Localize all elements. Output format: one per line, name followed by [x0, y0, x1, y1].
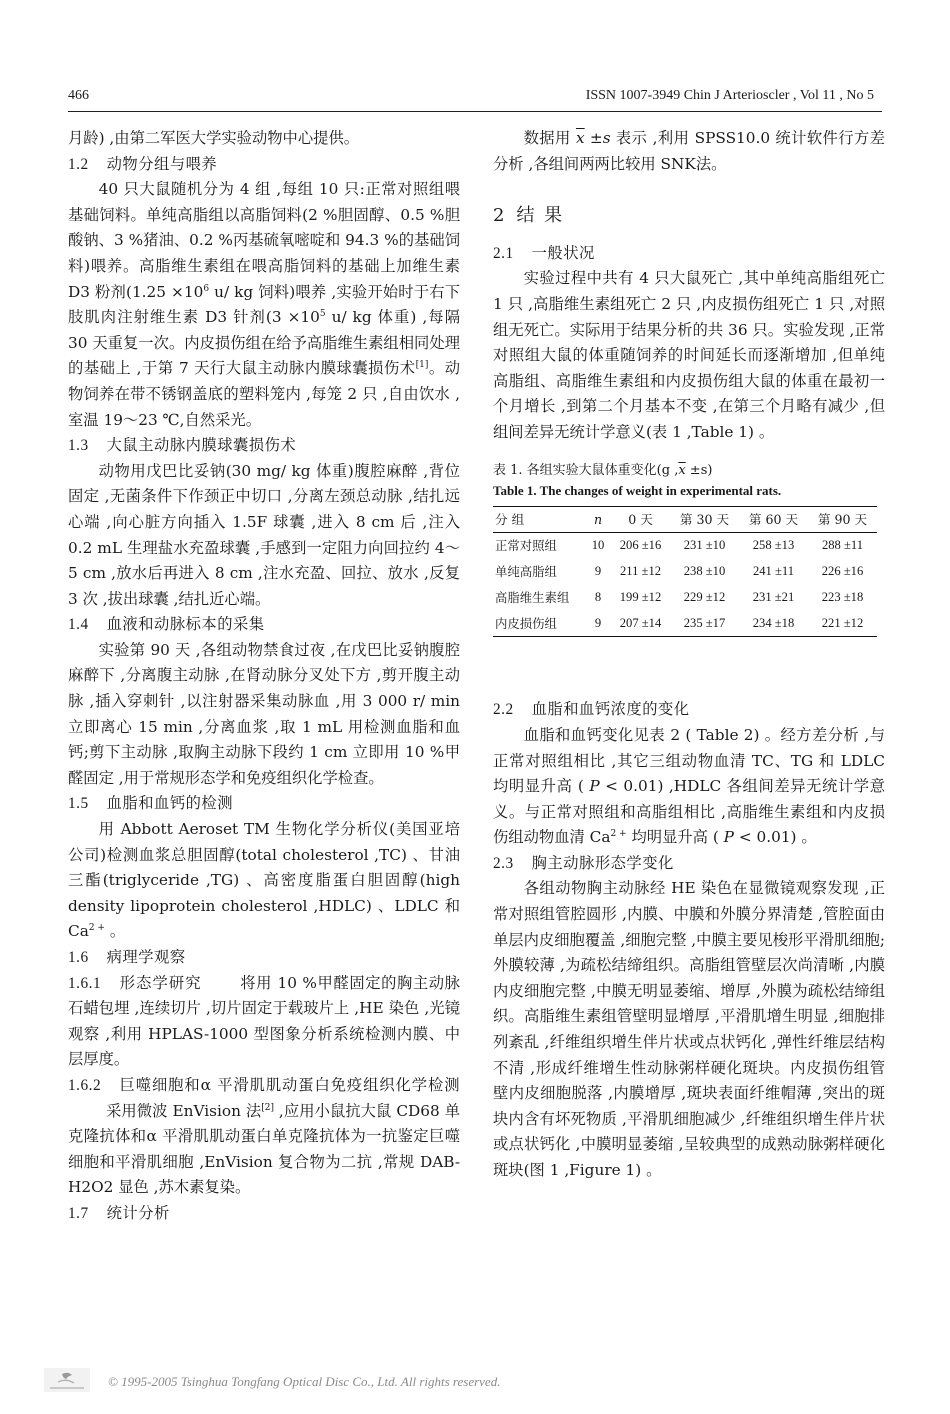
- table-header-row: [493, 506, 877, 533]
- table-row: 单纯高脂组 9 211 ±12 238 ±10 241 ±11 226 ±16: [495, 563, 864, 579]
- section-heading-1-7: 1.7 统计分析: [68, 1203, 170, 1222]
- column-header: 0 天: [628, 511, 653, 527]
- running-header: [68, 86, 882, 112]
- paragraph-sampling: 实验第 90 天 ,各组动物禁食过夜 ,在戊巴比妥钠腹腔麻醉下 ,分离腹主动脉 ,在肾动脉分叉处下方 ,剪开腹主动脉 ,插入穿刺针 ,以注射器采集动脉血 ,用 3 000 r/ min 立即离心 15 min ,分离血浆 ,取 1 mL 用检测血脂和血钙;剪下主动脉 ,取胸主动脉下段约 1 cm 立即用 10 %甲醛固定 ,用于常规形态学和免疫组织化学检查。: [68, 640, 460, 787]
- section-heading-1-3: 1.3 大鼠主动脉内膜球囊损伤术: [68, 436, 297, 455]
- paragraph-morphology: 1.6.1 形态学研究 将用 10 %甲醛固定的胸主动脉石蜡包埋 ,连续切片 ,切片固定于载玻片上 ,HE 染色 ,光镜观察 ,利用 HPLAS-1000 型图象分析系统检测内膜、中层厚度。: [68, 973, 460, 1069]
- table-row: 内皮损伤组 9 207 ±14 235 ±17 234 ±18 221 ±12: [493, 611, 877, 637]
- column-header: 第 30 天: [679, 511, 730, 527]
- section-heading-2-2: 2.2 血脂和血钙浓度的变化: [493, 700, 690, 719]
- section-heading-results: 2 结 果: [493, 205, 565, 227]
- table-row: 正常对照组 10 206 ±16 231 ±10 258 ±13 288 ±11: [495, 538, 864, 554]
- paragraph-morphology-results: 各组动物胸主动脉经 HE 染色在显微镜观察发现 ,正常对照组管腔圆形 ,内膜、中膜和外膜分界清楚 ,管腔面由单层内皮细胞覆盖 ,细胞完整 ,中膜主要见梭形平滑肌细胞;外膜较薄 ,为疏松结缔组织。高脂组管壁层次尚清晰 ,内膜内皮细胞完整 ,中膜无明显萎缩、增厚 ,外膜为疏松结缔组织。高脂维生素组管壁明显增厚 ,平滑肌增生明显 ,细胞排列紊乱 ,纤维组织增生伴片状或点状钙化 ,弹性纤维层结构不清 ,形成纤维增生性动脉粥样硬化斑块。内皮损伤组管壁内皮细胞脱落 ,内膜增厚 ,斑块表面纤维帽薄 ,突出的斑块内含有坏死物质 ,平滑肌细胞减少 ,纤维组织增生伴片状或点状钙化 ,中膜明显萎缩 ,呈较典型的成熟动脉粥样硬化斑块(图 1 ,Figure 1) 。: [493, 879, 885, 1179]
- page-number: 466: [68, 88, 89, 103]
- section-heading-1-5: 1.5 血脂和血钙的检测: [68, 794, 234, 813]
- paragraph-statistics: 数据用 $\overline{x} \pm s$ 表示 ,利用 SPSS10.0 统计软件行方差分析 ,各组间两两比较用 SNK法。: [493, 129, 885, 173]
- paragraph-immunohistochemistry: 1.6.2 巨噬细胞和α 平滑肌肌动蛋白免疫组织化学检测采用微波 EnVision 法[2] ,应用小鼠抗大鼠 CD68 单克隆抗体和α 平滑肌肌动蛋白单克隆抗体为一抗鉴定巨噬细胞和平滑肌细胞 ,EnVision 复合物为二抗 ,常规 DAB-H2O2 显色 ,苏木素复染。: [68, 1075, 461, 1197]
- paragraph-lipid-calcium: 血脂和血钙变化见表 2 ( Table 2) 。经方差分析 ,与正常对照组相比 ,其它三组动物血清 TC、TG 和 LDLC 均明显升高 ( P < 0.01) ,HDLC 各组间差异无统计学意义。与正常对照组和高脂组相比 ,高脂维生素组和内皮损伤组动物血清 $Ca^{2 +}$ 均明显升高 ( P < 0.01) 。: [493, 725, 885, 847]
- citation: [1]: [415, 360, 429, 371]
- weight-table: [493, 506, 877, 638]
- column-header: n: [593, 511, 603, 527]
- left-column: [68, 126, 460, 1227]
- section-heading-2-1: 2.1 一般状况: [493, 243, 595, 262]
- journal-info: ISSN 1007-3949 Chin J Arterioscler , Vol 11 , No 5: [585, 88, 874, 103]
- citation: [2]: [261, 1102, 274, 1113]
- paragraph: 月龄) ,由第二军医大学实验动物中心提供。: [68, 129, 360, 147]
- paragraph-lipid-detection: 用 Abbott Aeroset TM 生物化学分析仪(美国亚培公司)检测血浆总胆固醇(total cholesterol ,TC) 、甘油三酯(triglyceride ,TG) 、高密度脂蛋白胆固醇(high density lipoprotein cholesterol ,HDLC) 、LDLC 和 $Ca^{2 +}$ 。: [68, 820, 460, 941]
- section-heading-1-6: 1.6 病理学观察: [68, 948, 186, 966]
- table-row: 高脂维生素组 8 199 ±12 229 ±12 231 ±21 223 ±18: [495, 589, 864, 605]
- section-heading-2-3: 2.3 胸主动脉形态学变化: [493, 853, 674, 872]
- publisher-logo-icon: [44, 1368, 90, 1392]
- table-caption-en: Table 1. The changes of weight in experimental rats.: [493, 482, 782, 498]
- column-header: 第 90 天: [817, 511, 868, 527]
- column-header: 第 60 天: [748, 511, 799, 527]
- paragraph-balloon-injury: 动物用戊巴比妥钠(30 mg/ kg 体重)腹腔麻醉 ,背位固定 ,无菌条件下作颈正中切口 ,分离左颈总动脉 ,结扎远心端 ,向心脏方向插入 1.5F 球囊 ,进入 8 cm 后 ,注入 0.2 mL 生理盐水充盈球囊 ,手感到一定阻力向回拉约 4～5 cm ,放水后再进入 8 cm ,注水充盈、回拉、放水 ,反复 3 次 ,拔出球囊 ,结扎近心端。: [68, 461, 460, 608]
- section-heading-1-2: 1.2 动物分组与喂养: [68, 154, 218, 173]
- section-heading-1-4: 1.4 血液和动脉标本的采集: [68, 615, 265, 634]
- spacer: [493, 637, 885, 697]
- paragraph-grouping: 40 只大鼠随机分为 4 组 ,每组 10 只:正常对照组喂基础饲料。单纯高脂组以高脂饲料(2 %胆固醇、0.5 %胆酸钠、3 %猪油、0.2 %丙基硫氧嘧啶和 94.3 %的基础饲料)喂养。高脂维生素组在喂高脂饲料的基础上加维生素 D3 粉剂($1.25 \times 10^6$ u/ kg 饲料)喂养 ,实验开始时于右下肢肌肉注射维生素 D3 针剂($3 \times 10^5$ u/ kg 体重) ,每隔 30 天重复一次。内皮损伤组在给予高脂维生素组相同处理的基础上 ,于第 7 天行大鼠主动脉内膜球囊损伤术[1]。动物饲养在带不锈钢盖底的塑料笼内 ,每笼 2 只 ,自由饮水 ,室温 19～23 ℃,自然采光。: [68, 180, 460, 429]
- column-header: 分 组: [495, 511, 525, 527]
- table-caption-cn: 表 1. 各组实验大鼠体重变化(g $,\overline{x} \pm s$): [493, 462, 713, 478]
- copyright-notice: © 1995-2005 Tsinghua Tongfang Optical Disc Co., Ltd. All rights reserved.: [108, 1374, 501, 1389]
- paragraph-general-status: 实验过程中共有 4 只大鼠死亡 ,其中单纯高脂组死亡 1 只 ,高脂维生素组死亡 2 只 ,内皮损伤组死亡 1 只 ,对照组无死亡。实际用于结果分析的共 36 只。实验发现 ,正常对照组大鼠的体重随饲养的时间延长而逐渐增加 ,但单纯高脂组、高脂维生素组和内皮损伤组大鼠的体重在最初一个月增长 ,到第二个月基本不变 ,在第三个月略有减少 ,但组间差异无统计学意义(表 1 ,Table 1) 。: [493, 269, 885, 441]
- right-column: [493, 126, 885, 1184]
